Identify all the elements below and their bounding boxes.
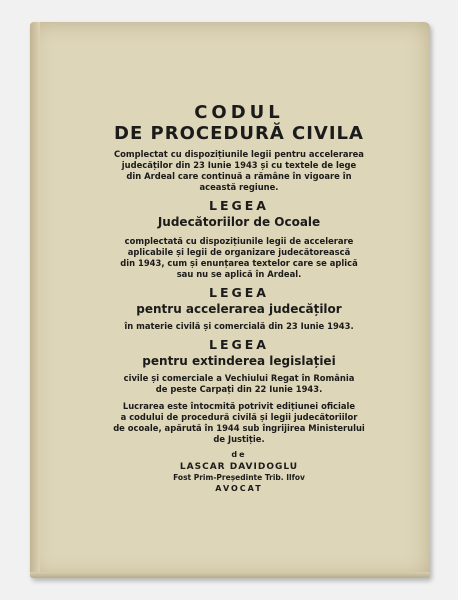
book-cover	[30, 22, 430, 578]
section2-heading: LEGEA	[209, 285, 269, 300]
section1-line: aplicabile și legii de organizare judecătorească	[127, 247, 351, 257]
intro-line: judecăților din 23 Iunie 1943 și cu textele de lege	[121, 160, 357, 170]
intro-line: din Ardeal care continuă a rămâne în vigoare în	[126, 171, 352, 181]
author-title: Fost Prim-Președinte Trib. Ilfov	[173, 473, 305, 482]
section2-title: pentru accelerarea judecăților	[136, 302, 342, 316]
author-name: LASCAR DAVIDOGLU	[179, 462, 299, 472]
intro-line: Complectat cu dispozițiunile legii pentru accelerarea	[114, 149, 364, 159]
section2-text: în materie civilă și comercială din 23 Iunie 1943.	[124, 321, 354, 331]
edition-note-line: a codului de procedură civilă și legii judecătoriilor	[120, 412, 358, 422]
edition-note-line: Lucrarea este întocmită potrivit edițiunei oficiale	[122, 401, 356, 411]
section3-title: pentru extinderea legislației	[142, 354, 336, 368]
edition-note	[74, 401, 404, 445]
section3-text	[74, 373, 404, 395]
section3-line: de peste Carpați din 22 Iunie 1943.	[155, 384, 323, 394]
section1-title: Judecătoriilor de Ocoale	[157, 215, 321, 229]
book-bottom-edge	[30, 572, 430, 578]
cover-text	[74, 102, 404, 494]
section3-heading: LEGEA	[209, 337, 269, 352]
title-line-2: DE PROCEDURĂ CIVILA	[114, 123, 364, 144]
edition-note-line: de ocoale, apărută în 1944 sub îngrijirea Ministerului	[113, 423, 365, 433]
section1-line: din 1943, cum și enunțarea textelor care se aplică	[120, 258, 358, 268]
section1-heading: LEGEA	[209, 198, 269, 213]
section1-text	[74, 236, 404, 280]
intro-line: această regiune.	[199, 182, 279, 192]
author-profession: AVOCAT	[215, 484, 263, 493]
intro-text	[74, 149, 404, 193]
section3-line: civile și comerciale a Vechiului Regat în România	[123, 373, 355, 383]
book-spine	[30, 22, 40, 578]
title-line-1: CODUL	[194, 102, 284, 123]
section1-line: complectată cu dispozițiunile legii de accelerare	[124, 236, 354, 246]
by-word: de	[231, 450, 247, 459]
edition-note-line: de Justiție.	[213, 434, 265, 444]
section1-line: sau nu se aplică în Ardeal.	[176, 269, 302, 279]
